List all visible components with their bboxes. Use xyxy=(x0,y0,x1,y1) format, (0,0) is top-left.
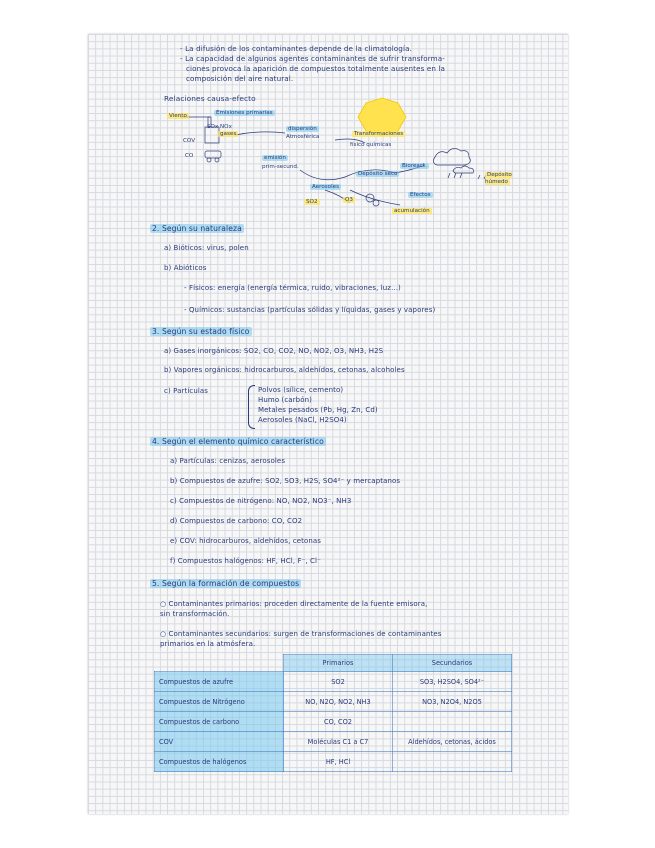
label-acumulacion: acumulación xyxy=(394,208,430,214)
sec4-item: d) Compuestos de carbono: CO, CO2 xyxy=(170,517,303,525)
header-primarios: Primarios xyxy=(284,655,393,672)
label-sox: SOx xyxy=(207,124,219,130)
label-bioreact: Bioreact. xyxy=(402,163,427,169)
cloud-icon xyxy=(433,148,470,165)
label-fisico: físico químicas xyxy=(350,142,392,148)
sec3-particulas-item: Polvos (sílice, cemento) xyxy=(258,386,344,394)
label-cov: COV xyxy=(183,138,196,144)
table-header-row xyxy=(155,655,512,672)
sec5-secundarios-line2: primarios en la atmósfera. xyxy=(160,640,256,648)
section-5-title: 5. Según la formación de compuestos xyxy=(152,579,300,588)
sec5-secundarios-line1: ○ Contaminantes secundarios: surgen de transformaciones de contaminantes xyxy=(160,630,442,638)
intro-line-4: composición del aire natural. xyxy=(186,74,294,83)
sec5-primarios-line2: sin transformación. xyxy=(160,610,230,618)
sec3-particulas: c) Partículas xyxy=(164,387,209,395)
sec4-item: a) Partículas: cenizas, aerosoles xyxy=(170,457,286,465)
row-label: Compuestos de halógenos xyxy=(155,752,284,772)
label-gases: gases xyxy=(220,131,237,137)
label-o3: O3 xyxy=(345,197,353,203)
table-row xyxy=(155,732,512,752)
table-row xyxy=(155,692,512,712)
label-deposito-seco: Depósito seco xyxy=(358,171,398,177)
label-viento: Viento xyxy=(169,113,187,119)
sec2-bioticos: a) Bióticos: virus, polen xyxy=(164,244,249,252)
car-icon xyxy=(205,151,221,158)
table-row xyxy=(155,672,512,692)
sec3-particulas-item: Humo (carbón) xyxy=(258,396,312,404)
sec2-quimicos: - Químicos: sustancias (partículas sólidas y líquidas, gases y vapores) xyxy=(184,306,436,314)
cell-secundario: SO3, H2SO4, SO4²⁻ xyxy=(393,672,512,692)
cause-effect-diagram xyxy=(150,95,530,225)
label-nox: NOx xyxy=(220,124,232,130)
sec4-item: f) Compuestos halógenos: HF, HCl, F⁻, Cl⁻ xyxy=(170,557,321,565)
table-row xyxy=(155,712,512,732)
cell-secundario xyxy=(393,752,512,772)
contaminants-table xyxy=(154,654,512,772)
label-aerosoles: Aerosoles xyxy=(312,184,340,190)
label-so2: SO2 xyxy=(306,199,318,205)
sec2-fisicos: - Físicos: energía (energía térmica, ruido, vibraciones, luz...) xyxy=(184,284,401,292)
row-label: Compuestos de Nitrógeno xyxy=(155,692,284,712)
row-label: COV xyxy=(155,732,284,752)
cell-secundario: NO3, N2O4, N2O5 xyxy=(393,692,512,712)
cell-secundario: Aldehídos, cetonas, ácidos xyxy=(393,732,512,752)
sec2-abioticos: b) Abióticos xyxy=(164,264,207,272)
intro-line-2: - La capacidad de algunos agentes contaminantes de sufrir transforma- xyxy=(180,54,445,63)
label-efectos: Efectos xyxy=(410,192,431,198)
row-label: Compuestos de azufre xyxy=(155,672,284,692)
label-co: CO xyxy=(185,153,194,159)
cell-secundario xyxy=(393,712,512,732)
label-deposito-humedo: Depósito húmedo xyxy=(485,172,512,185)
sec4-item: c) Compuestos de nitrógeno: NO, NO2, NO3⁻, NH3 xyxy=(170,497,352,505)
cell-primario: CO, CO2 xyxy=(284,712,393,732)
cell-primario: HF, HCl xyxy=(284,752,393,772)
cell-primario: SO2 xyxy=(284,672,393,692)
diagram-heading: Relaciones causa-efecto xyxy=(164,94,256,103)
section-4-title: 4. Según el elemento químico característico xyxy=(152,437,324,446)
section-2-title: 2. Según su naturaleza xyxy=(152,224,242,233)
intro-line-3: ciones provoca la aparición de compuestos totalmente ausentes en la xyxy=(186,64,445,73)
sec5-primarios-line1: ○ Contaminantes primarios: proceden directamente de la fuente emisora, xyxy=(160,600,428,608)
table-corner xyxy=(155,655,284,672)
label-prim-sec: prim-secund. xyxy=(262,164,299,170)
sec3-particulas-item: Metales pesados (Pb, Hg, Zn, Cd) xyxy=(258,406,378,414)
cell-primario: NO, N2O, NO2, NH3 xyxy=(284,692,393,712)
section-3-title: 3. Según su estado físico xyxy=(152,327,250,336)
cell-primario: Moléculas C1 a C7 xyxy=(284,732,393,752)
sec3-particulas-item: Aerosoles (NaCl, H2SO4) xyxy=(258,416,347,424)
sec3-gases: a) Gases inorgánicos: SO2, CO, CO2, NO, NO2, O3, NH3, H2S xyxy=(164,347,384,355)
label-emision-sec: emisión xyxy=(264,155,286,161)
brace xyxy=(248,385,255,429)
label-atmosferica: Atmosférica xyxy=(286,134,320,140)
header-secundarios: Secundarios xyxy=(393,655,512,672)
row-label: Compuestos de carbono xyxy=(155,712,284,732)
sec3-vapores: b) Vapores orgánicos: hidrocarburos, aldehídos, cetonas, alcoholes xyxy=(164,366,405,374)
label-dispersion: dispersión xyxy=(288,126,317,132)
intro-line-1: - La difusión de los contaminantes depende de la climatología. xyxy=(180,44,412,53)
table-row xyxy=(155,752,512,772)
label-emisiones: Emisiones primarias xyxy=(216,110,273,116)
sec4-item: e) COV: hidrocarburos, aldehídos, cetonas xyxy=(170,537,322,545)
sec4-item: b) Compuestos de azufre: SO2, SO3, H2S, SO4²⁻ y mercaptanos xyxy=(170,477,401,485)
label-transformaciones: Transformaciones xyxy=(354,131,404,137)
